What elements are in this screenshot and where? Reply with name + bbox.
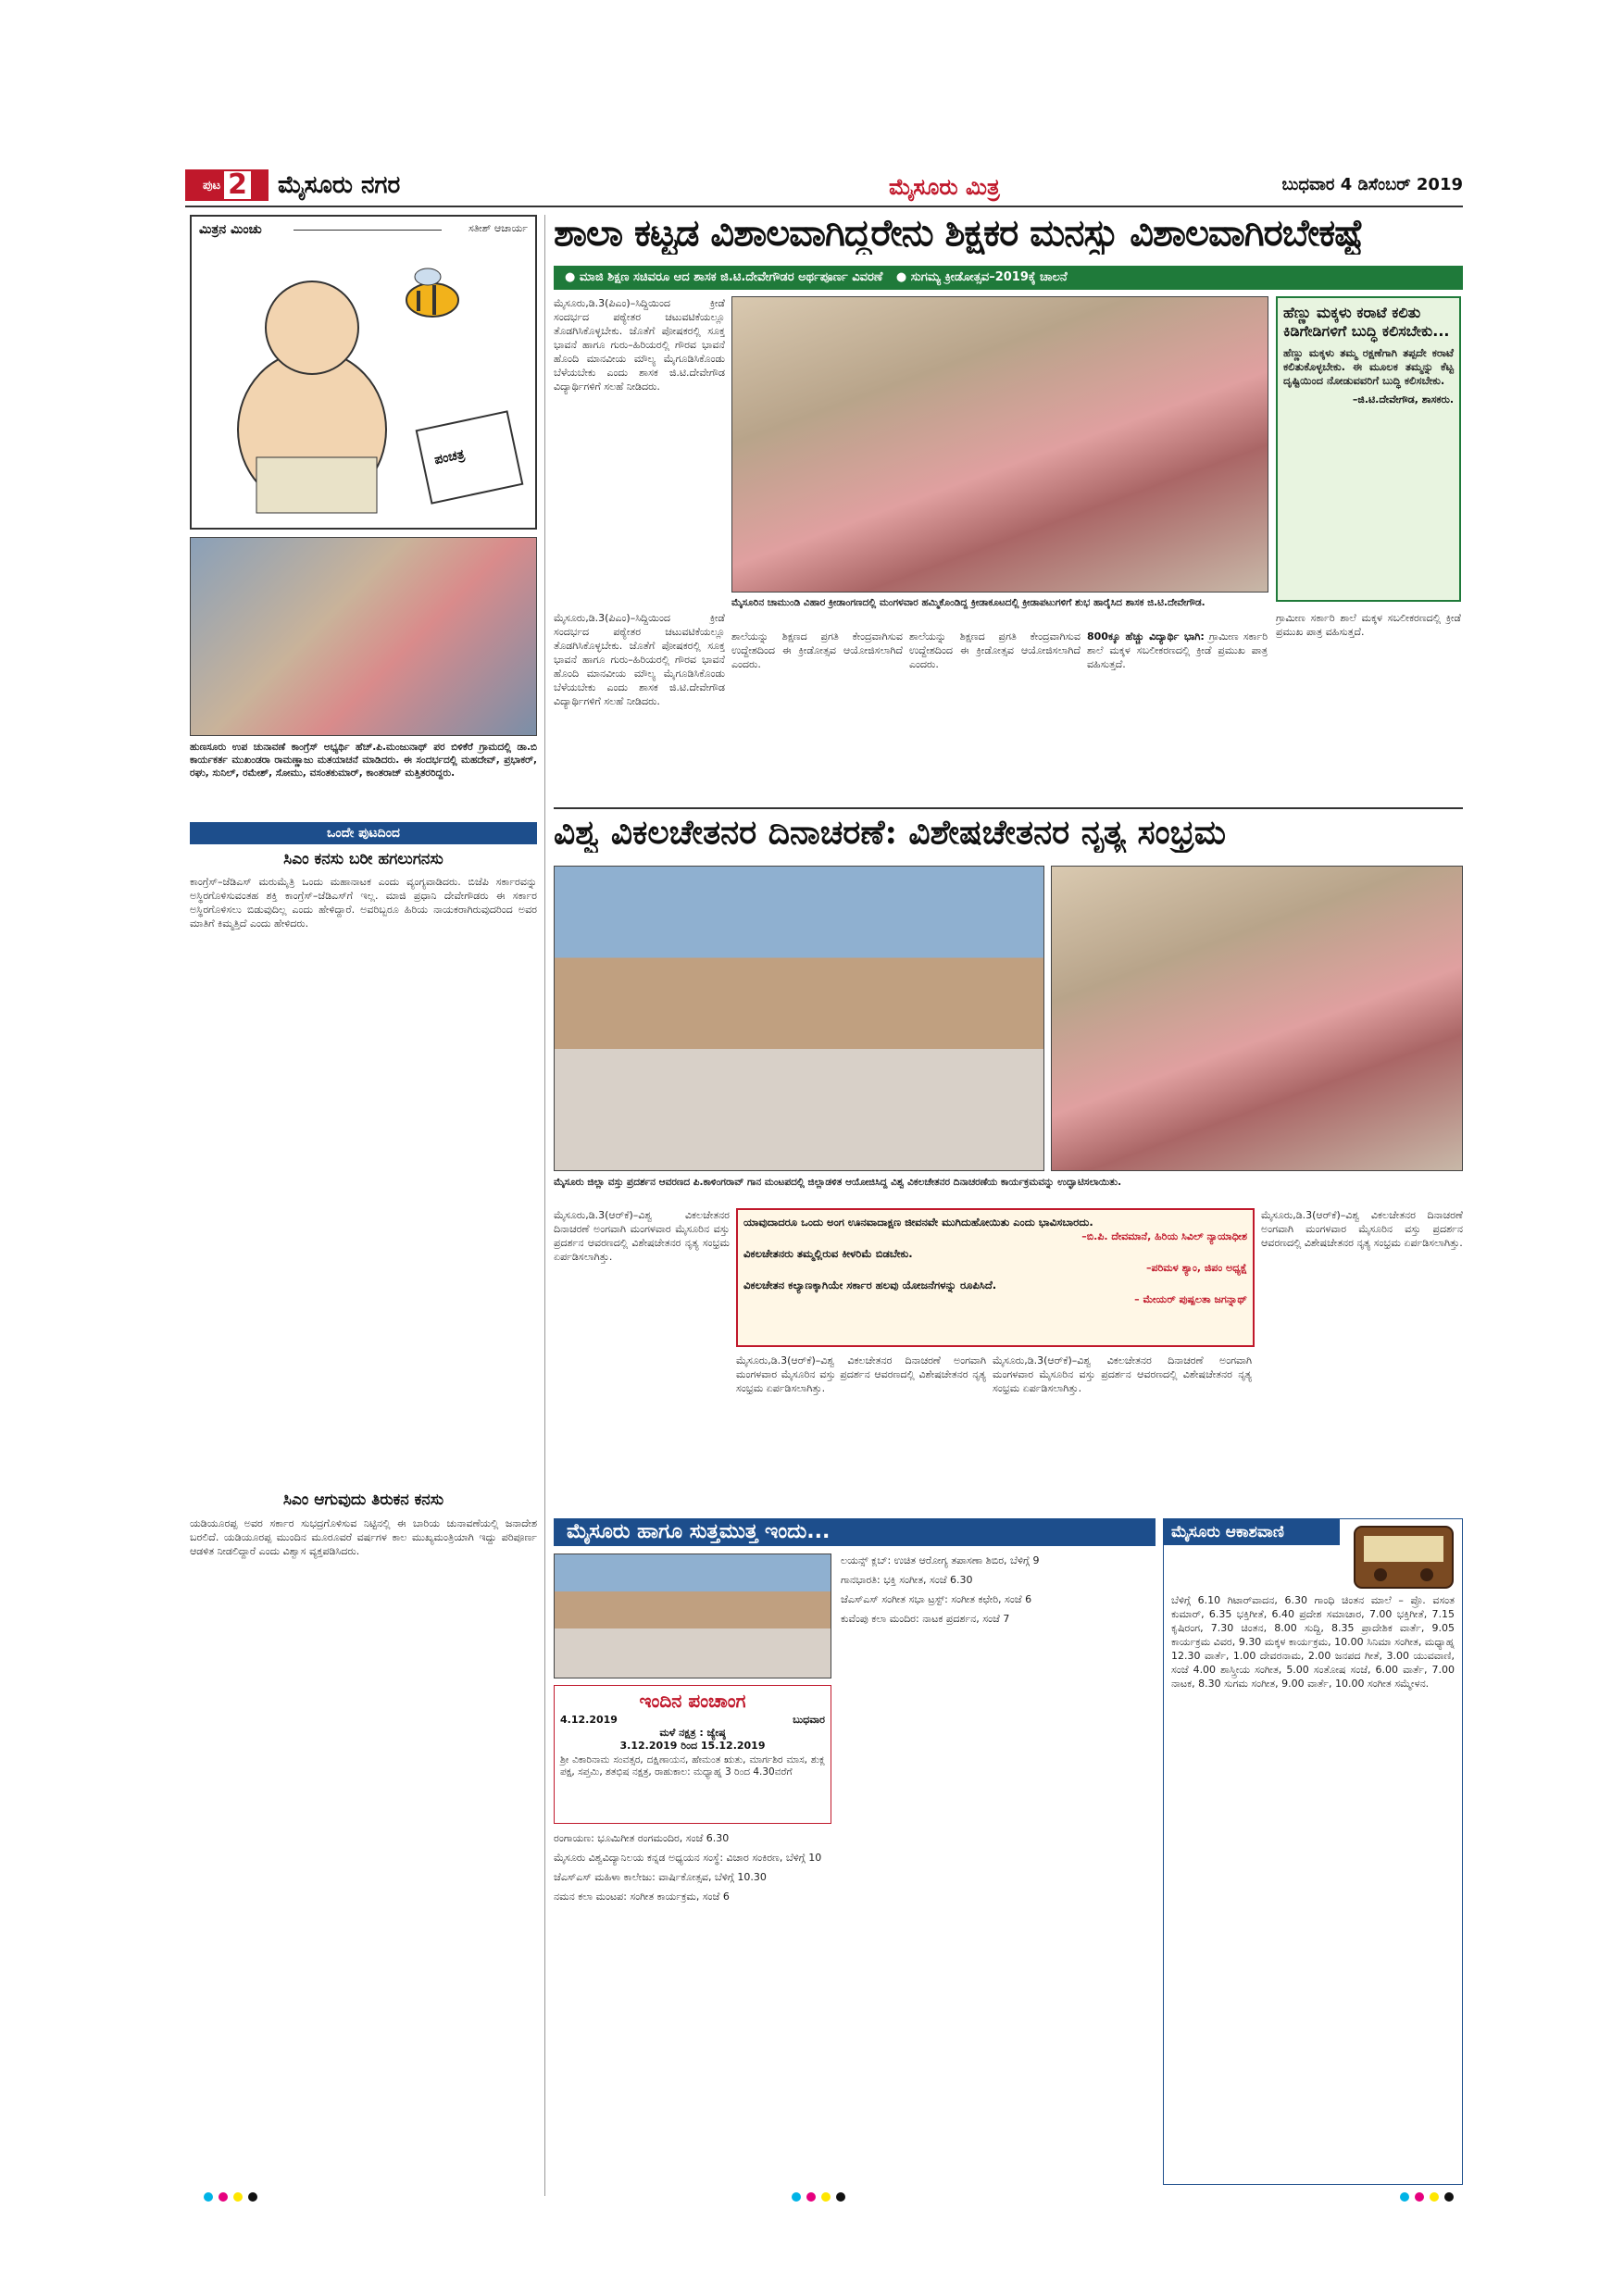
event-item: ಜೆಎಸ್ಎಸ್ ಸಂಗೀತ ಸಭಾ ಟ್ರಸ್ಟ್: ಸಂಗೀತ ಕಛೇರಿ, ಸಂಜೆ 6 [841, 1593, 1032, 1605]
headline2-photo-audience [1051, 866, 1463, 1171]
headline2-body-col2: ಮೈಸೂರು,ಡಿ.3(ಆರ್‌ಕೆ)–ವಿಶ್ವ ವಿಕಲಚೇತನರ ದಿನಾಚರಣೆ ಅಂಗವಾಗಿ ಮಂಗಳವಾರ ಮೈಸೂರಿನ ವಸ್ತು ಪ್ರದರ್ಶನ ಆವರಣದಲ್ಲಿ ವಿಶೇಷಚೇತನರ ನೃತ್ಯ ಸಂಭ್ರಮ ಏರ್ಪಡಿಸಲಾಗಿತ್ತು. [736, 1354, 986, 1394]
campaign-photo-caption: ಹುಣಸೂರು ಉಪ ಚುನಾವಣೆ ಕಾಂಗ್ರೆಸ್ ಅಭ್ಯರ್ಥಿ ಹೆಚ್.ಪಿ.ಮಂಜುನಾಥ್ ಪರ ಬಿಳಿಕೆರೆ ಗ್ರಾಮದಲ್ಲಿ ಡಾ.ಬಿ ಕಾರ್ಯಕರ್ತ ಮುಖಂಡರಾ ರಾಮಣ್ಣಾಜು ಮತಯಾಚನೆ ಮಾಡಿದರು. ಈ ಸಂದರ್ಭದಲ್ಲಿ ಮಹದೇವ್, ಪ್ರಭಾಕರ್, ರಘು, ಸುನಿಲ್, ರಮೇಶ್, ಸೋಮು, ವಸಂತಕುಮಾರ್, ಕಾಂತರಾಜ್ ಮತ್ತಿತರರಿದ್ದರು. [190, 742, 537, 779]
headline2-caption: ಮೈಸೂರು ಜಿಲ್ಲಾ ವಸ್ತು ಪ್ರದರ್ಶನ ಆವರಣದ ಪಿ.ಕಾಳಿಂಗರಾವ್ ಗಾನ ಮಂಟಪದಲ್ಲಿ ಜಿಲ್ಲಾಡಳಿತ ಆಯೋಜಿಸಿದ್ದ ವಿಶ್ವ ವಿಕಲಚೇತನರ ದಿನಾಚರಣೆಯ ಕಾರ್ಯಕ್ರಮವನ್ನು ಉದ್ಘಾಟಿಸಲಾಯಿತು. [554, 1177, 1122, 1188]
left-section-bar: ಒಂದೇ ಪುಟದಿಂದ [190, 822, 537, 844]
mysore-palace-photo [554, 1554, 831, 1678]
masthead [185, 169, 1463, 203]
section-name: ಮೈಸೂರು ನಗರ [278, 171, 401, 199]
panchanga-line2: 3.12.2019 ರಿಂದ 15.12.2019 [619, 1740, 766, 1752]
cartoon-bubble-text: ಪಂಚತ್ರ [432, 446, 467, 468]
karate-sidebar-box [1276, 296, 1461, 602]
panchanga-day: ಬುಧವಾರ [793, 1714, 825, 1726]
quote1-text: ಯಾವುದಾದರೂ ಒಂದು ಅಂಗ ಊನವಾದಾಕ್ಷಣ ಜೀವನವೇ ಮುಗಿದುಹೋಯಿತು ಎಂದು ಭಾವಿಸಬಾರದು. [743, 1216, 1093, 1229]
page-label: ಪುಟ [203, 178, 221, 193]
radio-icon [1353, 1525, 1455, 1590]
radio-title: ಮೈಸೂರು ಆಕಾಶವಾಣಿ [1164, 1519, 1340, 1545]
panchanga-line1: ಮಳೆ ನಕ್ಷತ್ರ : ಜ್ಯೇಷ್ಠ [659, 1727, 726, 1739]
quote3-text: ವಿಕಲಚೇತನ ಕಲ್ಯಾಣಕ್ಕಾಗಿಯೇ ಸರ್ಕಾರ ಹಲವು ಯೋಜನೆಗಳನ್ನು ರೂಪಿಸಿದೆ. [743, 1279, 997, 1292]
headline1-title: ಶಾಲಾ ಕಟ್ಟಡ ವಿಶಾಲವಾಗಿದ್ದರೇನು ಶಿಕ್ಷಕರ ಮನಸ್ಸು ವಿಶಾಲವಾಗಿರಬೇಕಷ್ಟೆ [554, 211, 1363, 255]
print-color-marks-right [1400, 2192, 1454, 2202]
event-item: ನಮನ ಕಲಾ ಮಂಟಪ: ಸಂಗೀತ ಕಾರ್ಯಕ್ರಮ, ಸಂಜೆ 6 [554, 1890, 730, 1903]
page-number-box [185, 169, 269, 201]
today-header [554, 1518, 1156, 1546]
cartoon-rule [294, 230, 442, 231]
paper-logo: ಮೈಸೂರು ಮಿತ್ರ [889, 173, 1000, 200]
headline1-caption: ಮೈಸೂರಿನ ಚಾಮುಂಡಿ ವಿಹಾರ ಕ್ರೀಡಾಂಗಣದಲ್ಲಿ ಮಂಗಳವಾರ ಹಮ್ಮಿಕೊಂಡಿದ್ದ ಕ್ರೀಡಾಕೂಟದಲ್ಲಿ ಕ್ರೀಡಾಪಟುಗಳಿಗೆ ಶುಭ ಹಾರೈಸಿದ ಶಾಸಕ ಜಿ.ಟಿ.ದೇವೇಗೌಡ. [731, 597, 1206, 608]
today-events-col1 [554, 1831, 831, 2183]
headline1-body-col2 [554, 611, 725, 801]
headline1-col3-text: ಗ್ರಾಮೀಣ ಸರ್ಕಾರಿ ಶಾಲೆ ಮಕ್ಕಳ ಸಬಲೀಕರಣದಲ್ಲಿ ಕ್ರೀಡೆ ಪ್ರಮುಖ ಪಾತ್ರ ವಹಿಸುತ್ತದೆ. [1087, 630, 1268, 670]
campaign-photo [190, 537, 537, 736]
today-title: ಮೈಸೂರು ಹಾಗೂ ಸುತ್ತಮುತ್ತ ಇಂದು... [567, 1520, 831, 1543]
cartoon-man-head [266, 281, 358, 374]
headline1-body: ಮೈಸೂರು,ಡಿ.3(ಪಿಎಂ)–ಸಿದ್ದಿಯಿಂದ ಕ್ರೀಡೆ ಸಂದರ್ಭದ ಪಠ್ಯೇತರ ಚಟುವಟಿಕೆಯಲ್ಲೂ ತೊಡಗಿಸಿಕೊಳ್ಳಬೇಕು. ಜೊತೆಗೆ ಪೋಷಕರಲ್ಲಿ ಸೂಕ್ತ ಭಾವನೆ ಹಾಗೂ ಗುರು–ಹಿರಿಯರಲ್ಲಿ ಗೌರವ ಭಾವನೆ ಹೊಂದಿ ಮಾನವೀಯ ಮೌಲ್ಯ ಮೈಗೂಡಿಸಿಕೊಂಡು ಬೆಳೆಯಬೇಕು ಎಂದು ಶಾಸಕ ಜಿ.ಟಿ.ದೇವೇಗೌಡ ವಿದ್ಯಾರ್ಥಿಗಳಿಗೆ ಸಲಹೆ ನೀಡಿದರು. [554, 297, 725, 393]
left-story2-title: ಸಿಎಂ ಆಗುವುದು ತಿರುಕನ ಕನಸು [282, 1491, 444, 1509]
print-color-marks-center [792, 2192, 845, 2202]
headline2-title: ವಿಶ್ವ ವಿಕಲಚೇತನರ ದಿನಾಚರಣೆ: ವಿಶೇಷಚೇತನರ ನೃತ್ಯ ಸಂಭ್ರಮ [554, 813, 1226, 852]
left-story1-title: ಸಿಎಂ ಕನಸು ಬರೀ ಹಗಲುಗನಸು [283, 850, 443, 868]
panchanga-text: ಶ್ರೀ ವಿಕಾರಿನಾಮ ಸಂವತ್ಸರ, ದಕ್ಷಿಣಾಯನ, ಹೇಮಂತ ಋತು, ಮಾರ್ಗಶಿರ ಮಾಸ, ಶುಕ್ಲ ಪಕ್ಷ, ಸಪ್ತಮಿ, ಶತಭಿಷ ನಕ್ಷತ್ರ, ರಾಹುಕಾಲ: ಮಧ್ಯಾಹ್ನ 3 ರಿಂದ 4.30ವರೆಗೆ [560, 1754, 825, 1778]
headline1-subhead-bar: ● ಮಾಜಿ ಶಿಕ್ಷಣ ಸಚಿವರೂ ಆದ ಶಾಸಕ ಜಿ.ಟಿ.ದೇವೇಗೌಡರ ಅರ್ಥಪೂರ್ಣ ವಿವರಣೆ ● ಸುಗಮ್ಯ ಕ್ರೀಡೋತ್ಸವ–2019ಕ್ಕೆ ಚಾಲನೆ [554, 266, 1463, 290]
cartoon-panel [190, 215, 537, 530]
page-number: 2 [224, 171, 251, 199]
headline1-col4: ಗ್ರಾಮೀಣ ಸರ್ಕಾರಿ ಶಾಲೆ ಮಕ್ಕಳ ಸಬಲೀಕರಣದಲ್ಲಿ ಕ್ರೀಡೆ ಪ್ರಮುಖ ಪಾತ್ರ ವಹಿಸುತ್ತದೆ. [1276, 612, 1461, 638]
event-item: ಲಯನ್ಸ್ ಕ್ಲಬ್: ಉಚಿತ ಆರೋಗ್ಯ ತಪಾಸಣಾ ಶಿಬಿರ, ಬೆಳಿಗ್ಗೆ 9 [841, 1554, 1040, 1566]
issue-date: ಬುಧವಾರ 4 ಡಿಸೆಂಬರ್ 2019 [1281, 175, 1463, 194]
quote1-author: –ಬಿ.ಪಿ. ದೇವಮಾನೆ, ಹಿರಿಯ ಸಿವಿಲ್ ನ್ಯಾಯಾಧೀಶ [1081, 1230, 1247, 1242]
panchanga-date: 4.12.2019 [560, 1714, 618, 1726]
headline1-col2b: ಶಾಲೆಯನ್ನು ಶಿಕ್ಷಣದ ಪ್ರಗತಿ ಕೇಂದ್ರವಾಗಿಸುವ ಉದ್ದೇಶದಿಂದ ಈ ಕ್ರೀಡೋತ್ಸವ ಆಯೋಜಿಸಲಾಗಿದೆ ಎಂದರು. [909, 630, 1081, 670]
headline2-body-col4: ಮೈಸೂರು,ಡಿ.3(ಆರ್‌ಕೆ)–ವಿಶ್ವ ವಿಕಲಚೇತನರ ದಿನಾಚರಣೆ ಅಂಗವಾಗಿ ಮಂಗಳವಾರ ಮೈಸೂರಿನ ವಸ್ತು ಪ್ರದರ್ಶನ ಆವರಣದಲ್ಲಿ ವಿಶೇಷಚೇತನರ ನೃತ್ಯ ಸಂಭ್ರಮ ಏರ್ಪಡಿಸಲಾಗಿತ್ತು. [1261, 1209, 1463, 1249]
headline1-subhead-right: ಸುಗಮ್ಯ ಕ್ರೀಡೋತ್ಸವ–2019ಕ್ಕೆ ಚಾಲನೆ [910, 270, 1068, 284]
masthead-rule [185, 206, 1463, 207]
today-events-col2 [841, 1554, 1156, 2183]
cartoon-newspaper [417, 411, 522, 503]
headline1-photo [731, 296, 1268, 593]
cartoon-artist: ಸತೀಶ್ ಆಚಾರ್ಯ [468, 222, 528, 234]
headline2-body: ಮೈಸೂರು,ಡಿ.3(ಆರ್‌ಕೆ)–ವಿಶ್ವ ವಿಕಲಚೇತನರ ದಿನಾಚರಣೆ ಅಂಗವಾಗಿ ಮಂಗಳವಾರ ಮೈಸೂರಿನ ವಸ್ತು ಪ್ರದರ್ಶನ ಆವರಣದಲ್ಲಿ ವಿಶೇಷಚೇತನರ ನೃತ್ಯ ಸಂಭ್ರಮ ಏರ್ಪಡಿಸಲಾಗಿತ್ತು. [554, 1209, 730, 1263]
karate-sidebar-signoff: –ಜಿ.ಟಿ.ದೇವೇಗೌಡ, ಶಾಸಕರು. [1352, 393, 1454, 406]
panchanga-box [554, 1685, 831, 1824]
left-story2-text: ಯಡಿಯೂರಪ್ಪ ಅವರ ಸರ್ಕಾರ ಸುಭದ್ರಗೊಳಿಸುವ ನಿಟ್ಟಿನಲ್ಲಿ ಈ ಬಾರಿಯ ಚುನಾವಣೆಯಲ್ಲಿ ಜನಾದೇಶ ಬರಲಿದೆ. ಯಡಿಯೂರಪ್ಪ ಮುಂದಿನ ಮೂರೂವರೆ ವರ್ಷಗಳ ಕಾಲ ಮುಖ್ಯಮಂತ್ರಿಯಾಗಿ ಇದ್ದು ಪರಿಪೂರ್ಣ ಆಡಳಿತ ನೀಡಲಿದ್ದಾರೆ ಎಂದು ವಿಶ್ವಾಸ ವ್ಯಕ್ತಪಡಿಸಿದರು. [190, 1517, 537, 1557]
karate-sidebar-title: ಹೆಣ್ಣು ಮಕ್ಕಳು ಕರಾಟೆ ಕಲಿತು ಕಿಡಿಗೇಡಿಗಳಿಗೆ ಬುದ್ಧಿ ಕಲಿಸಬೇಕು... [1283, 304, 1450, 340]
panchanga-title: ಇಂದಿನ ಪಂಚಾಂಗ [639, 1690, 746, 1712]
headline1-col1-continued: ಮೈಸೂರು,ಡಿ.3(ಪಿಎಂ)–ಸಿದ್ದಿಯಿಂದ ಕ್ರೀಡೆ ಸಂದರ್ಭದ ಪಠ್ಯೇತರ ಚಟುವಟಿಕೆಯಲ್ಲೂ ತೊಡಗಿಸಿಕೊಳ್ಳಬೇಕು. ಜೊತೆಗೆ ಪೋಷಕರಲ್ಲಿ ಸೂಕ್ತ ಭಾವನೆ ಹಾಗೂ ಗುರು–ಹಿರಿಯರಲ್ಲಿ ಗೌರವ ಭಾವನೆ ಹೊಂದಿ ಮಾನವೀಯ ಮೌಲ್ಯ ಮೈಗೂಡಿಸಿಕೊಂಡು ಬೆಳೆಯಬೇಕು ಎಂದು ಶಾಸಕ ಜಿ.ಟಿ.ದೇವೇಗೌಡ ವಿದ್ಯಾರ್ಥಿಗಳಿಗೆ ಸಲಹೆ ನೀಡಿದರು. [554, 612, 725, 707]
quote2-author: –ಪರಿಮಳ ಶ್ಯಾಂ, ಜಿಪಂ ಅಧ್ಯಕ್ಷೆ [1145, 1262, 1247, 1274]
karate-sidebar-text: ಹೆಣ್ಣು ಮಕ್ಕಳು ತಮ್ಮ ರಕ್ಷಣೆಗಾಗಿ ತಪ್ಪದೇ ಕರಾಟೆ ಕಲಿತುಕೊಳ್ಳಬೇಕು. ಈ ಮೂಲಕ ತಮ್ಮನ್ನು ಕೆಟ್ಟ ದೃಷ್ಟಿಯಿಂದ ನೋಡುವವರಿಗೆ ಬುದ್ಧಿ ಕಲಿಸಬೇಕು. [1283, 346, 1454, 387]
headline1-col2: ಶಾಲೆಯನ್ನು ಶಿಕ್ಷಣದ ಪ್ರಗತಿ ಕೇಂದ್ರವಾಗಿಸುವ ಉದ್ದೇಶದಿಂದ ಈ ಕ್ರೀಡೋತ್ಸವ ಆಯೋಜಿಸಲಾಗಿದೆ ಎಂದರು. [731, 630, 903, 670]
column-divider-left [544, 215, 545, 2196]
event-item: ಜೆಎಸ್ಎಸ್ ಮಹಿಳಾ ಕಾಲೇಜು: ವಾರ್ಷಿಕೋತ್ಸವ, ಬೆಳಿಗ್ಗೆ 10.30 [554, 1871, 767, 1883]
radio-box [1163, 1518, 1463, 2185]
headline1-bottom-rule [554, 807, 1463, 809]
print-color-marks-left [204, 2192, 257, 2202]
headline2-quote-box [736, 1208, 1255, 1347]
headline2-photo-stage [554, 866, 1044, 1171]
radio-schedule: ಬೆಳಿಗ್ಗೆ 6.10 ಗಿಟಾರ್‌ವಾದನ, 6.30 ಗಾಂಧಿ ಚಿಂತನ ಮಾಲೆ – ಪ್ರೊ. ವಸಂತ ಕುಮಾರ್, 6.35 ಭಕ್ತಿಗೀತೆ, 6.40 ಪ್ರದೇಶ ಸಮಾಚಾರ, 7.00 ಭಕ್ತಿಗೀತೆ, 7.15 ಕೃಷಿರಂಗ, 7.30 ಚಿಂತನ, 8.00 ಸುದ್ದಿ, 8.35 ಪ್ರಾದೇಶಿಕ ವಾರ್ತೆ, 9.05 ಕಾರ್ಯಕ್ರಮ ವಿವರ, 9.30 ಮಕ್ಕಳ ಕಾರ್ಯಕ್ರಮ, 10.00 ಸಿನಿಮಾ ಸಂಗೀತ, ಮಧ್ಯಾಹ್ನ 12.30 ವಾರ್ತೆ, 1.00 ದೇವರನಾಮ, 2.00 ಜನಪದ ಗೀತೆ, 3.00 ಯುವವಾಣಿ, ಸಂಜೆ 4.00 ಶಾಸ್ತ್ರೀಯ ಸಂಗೀತ, 5.00 ಸಂತೋಷ ಸಂಜೆ, 6.00 ವಾರ್ತೆ, 7.00 ನಾಟಕ, 8.30 ಸುಗಮ ಸಂಗೀತ, 9.00 ವಾರ್ತೆ, 10.00 ಸಂಗೀತ ಸಮ್ಮೇಳನ. [1171, 1594, 1455, 1690]
event-item: ಗಾನಭಾರತಿ: ಭಕ್ತಿ ಸಂಗೀತ, ಸಂಜೆ 6.30 [841, 1574, 973, 1586]
quote2-text: ವಿಕಲಚೇತನರು ತಮ್ಮಲ್ಲಿರುವ ಕೀಳರಿಮೆ ಬಿಡಬೇಕು. [743, 1247, 913, 1260]
cartoon-drawing [201, 244, 530, 522]
quote3-author: – ಮೇಯರ್ ಪುಷ್ಪಲತಾ ಜಗನ್ನಾಥ್ [1134, 1293, 1247, 1305]
headline1-col3-title: 800ಕ್ಕೂ ಹೆಚ್ಚು ವಿದ್ಯಾರ್ಥಿ ಭಾಗಿ: [1087, 630, 1205, 643]
headline1-subhead-left: ಮಾಜಿ ಶಿಕ್ಷಣ ಸಚಿವರೂ ಆದ ಶಾಸಕ ಜಿ.ಟಿ.ದೇವೇಗೌಡರ ಅರ್ಥಪೂರ್ಣ ವಿವರಣೆ [579, 270, 883, 284]
event-item: ರಂಗಾಯಣ: ಭೂಮಿಗೀತ ರಂಗಮಂದಿರ, ಸಂಜೆ 6.30 [554, 1832, 730, 1844]
headline2-body-col3: ಮೈಸೂರು,ಡಿ.3(ಆರ್‌ಕೆ)–ವಿಶ್ವ ವಿಕಲಚೇತನರ ದಿನಾಚರಣೆ ಅಂಗವಾಗಿ ಮಂಗಳವಾರ ಮೈಸೂರಿನ ವಸ್ತು ಪ್ರದರ್ಶನ ಆವರಣದಲ್ಲಿ ವಿಶೇಷಚೇತನರ ನೃತ್ಯ ಸಂಭ್ರಮ ಏರ್ಪಡಿಸಲಾಗಿತ್ತು. [993, 1354, 1252, 1394]
event-item: ಮೈಸೂರು ವಿಶ್ವವಿದ್ಯಾನಿಲಯ ಕನ್ನಡ ಅಧ್ಯಯನ ಸಂಸ್ಥೆ: ವಿಚಾರ ಸಂಕಿರಣ, ಬೆಳಿಗ್ಗೆ 10 [554, 1852, 822, 1864]
left-story1-text: ಕಾಂಗ್ರೆಸ್–ಜೆಡಿಎಸ್ ಮರುಮೈತ್ರಿ ಒಂದು ಮಹಾನಾಟಕ ಎಂದು ವ್ಯಂಗ್ಯವಾಡಿದರು. ಬಿಜೆಪಿ ಸರ್ಕಾರವನ್ನು ಅಸ್ಥಿರಗೊಳಿಸುವಂತಹ ಶಕ್ತಿ ಕಾಂಗ್ರೆಸ್–ಜೆಡಿಎಸ್‌ಗೆ ಇಲ್ಲ. ಮಾಜಿ ಪ್ರಧಾನಿ ದೇವೇಗೌಡರು ಈ ಸರ್ಕಾರ ಅಸ್ಥಿರಗೊಳಿಸಲು ಬಿಡುವುದಿಲ್ಲ ಎಂದು ಹೇಳಿದ್ದಾರೆ. ಅವರಿಬ್ಬರೂ ಹಿರಿಯ ನಾಯಕರಾಗಿರುವುದರಿಂದ ಅವರ ಮಾತಿಗೆ ಕಿಮ್ಮತ್ತಿದೆ ಎಂದು ಹೇಳಿದರು. [190, 876, 537, 930]
cartoon-title: ಮಿತ್ರನ ಮಿಂಚು [199, 222, 262, 237]
headline1-col3 [1087, 630, 1268, 801]
cartoon-man-dhoti [256, 457, 377, 513]
event-item: ಕುವೆಂಪು ಕಲಾ ಮಂದಿರ: ನಾಟಕ ಪ್ರದರ್ಶನ, ಸಂಜೆ 7 [841, 1613, 1010, 1625]
